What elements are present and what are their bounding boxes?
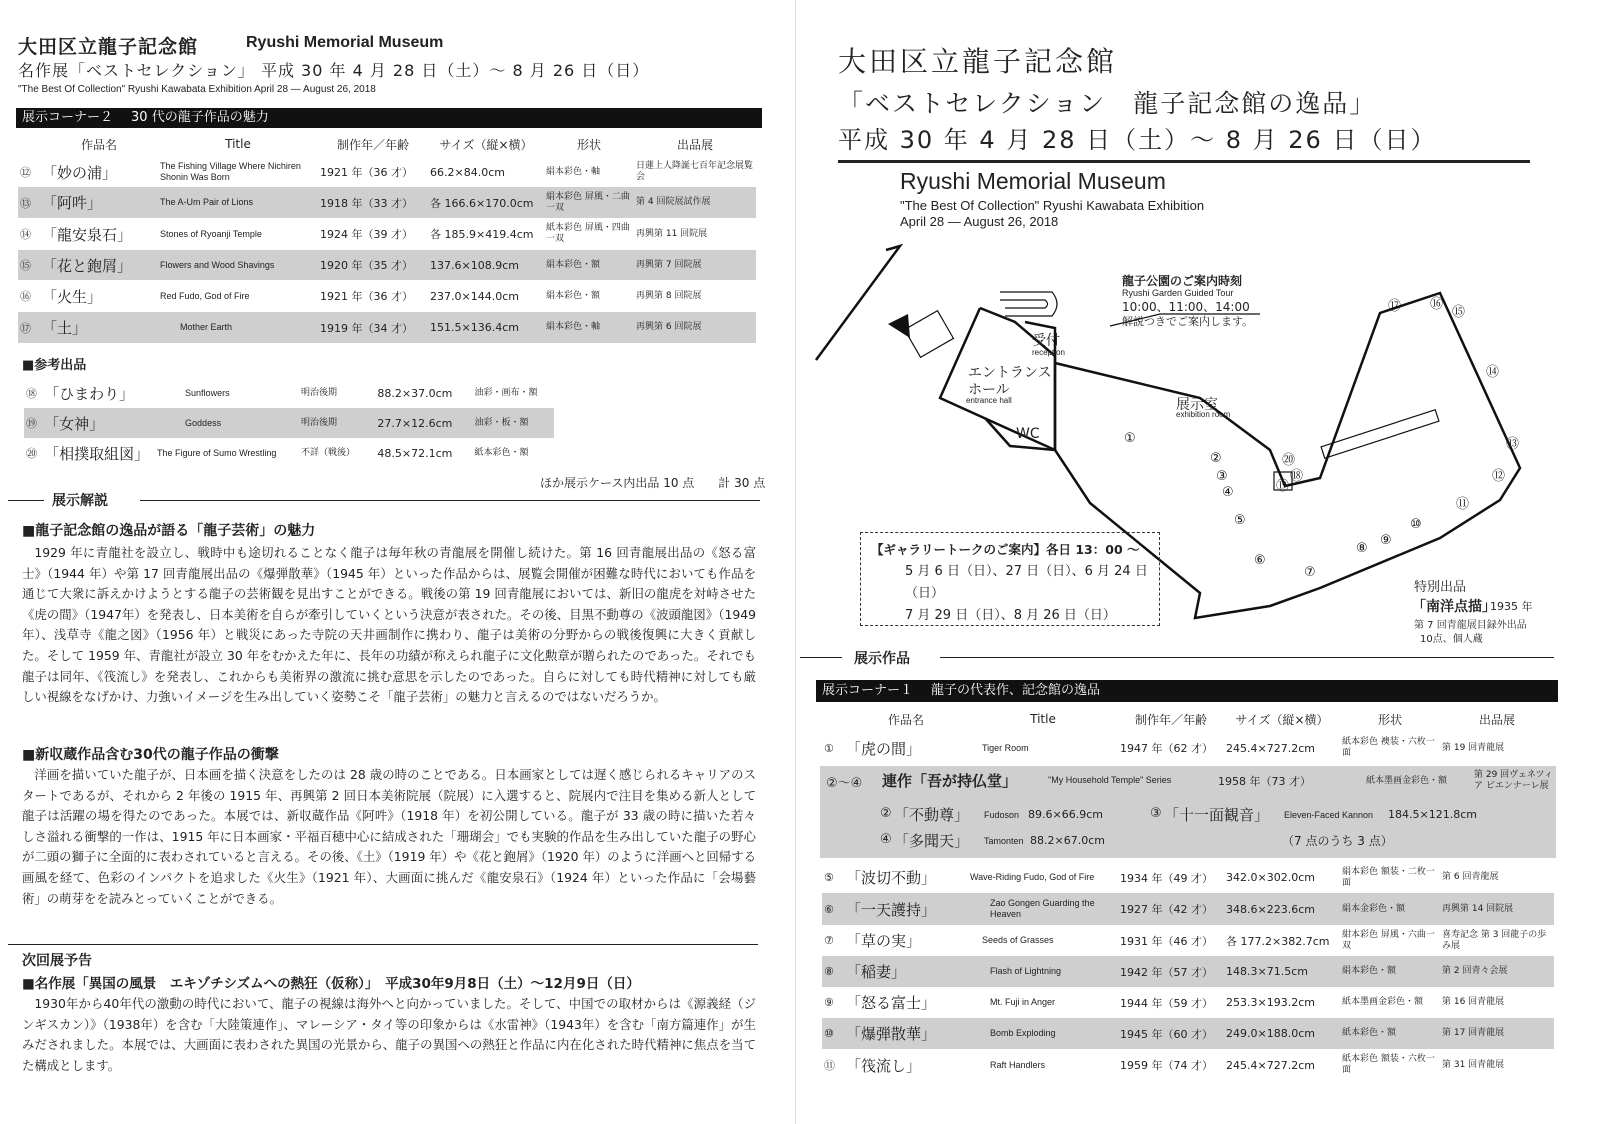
work-name: 「龍安泉石」 [42, 225, 133, 244]
corner1-label: 展示コーナー１ [822, 683, 914, 698]
work-size: 各 166.6×170.0cm [428, 187, 544, 218]
map-number: ⑳ [1282, 453, 1296, 468]
tour-times: 10:00、11:00、14:00 [1122, 300, 1250, 314]
header-name: 作品名 [887, 712, 924, 727]
map-steps [905, 311, 954, 358]
map-number: ⑲ [1276, 479, 1290, 494]
table-row [822, 987, 1554, 1018]
work-name: 「虎の間」 [846, 739, 922, 758]
ref-label: ■参考出品 [22, 358, 87, 373]
ref-name: 「女神」 [42, 408, 155, 438]
reception-label: 受付 [1032, 333, 1060, 349]
title-rule [838, 160, 1530, 163]
wc-label: WC [1016, 426, 1040, 442]
work-year: 1924 年（39 才） [320, 228, 413, 241]
work-form: 絹本彩色 屏風・二曲一双 [544, 187, 634, 218]
map-number: ⑰ [1388, 299, 1402, 314]
series-no: ②～④ [826, 776, 863, 791]
work-size: 348.6×223.6cm [1224, 893, 1340, 925]
work-form: 絹本彩色・額 [1340, 956, 1440, 987]
work-exhibit: 再興第 14 回院展 [1440, 893, 1554, 925]
next-text: 1930年から40年代の激動の時代において、龍子の視線は海外へと向かっていました。そして、中国での取材からは《源義経（ジンギスカン）》（1938年）を含む「大陸策連作」、マレーシア・タイ等の印象からは《水雷神》（1943年）を含む「南方篇連作」が生みだされました。本展では、大画面に表わされた異国の光景から、龍子の異国への熱狂と作品に内在化された時代精神に焦点を当てた構成とします。 [22, 996, 756, 1073]
work-title: Seeds of Grasses [982, 935, 1054, 945]
ref-title: Sunflowers [185, 387, 230, 398]
work-exhibit: 再興第 11 回院展 [636, 228, 708, 239]
work-no: ⑧ [822, 956, 844, 987]
table-header [18, 131, 756, 157]
work-form: 絹本彩色・額 [544, 250, 634, 280]
corner1-table [822, 706, 1554, 764]
work-title: Flash of Lightning [968, 956, 1118, 987]
work-name: 「稲妻」 [844, 956, 968, 987]
work-year: 1945 年（60 才） [1118, 1018, 1224, 1049]
series-item-no: ③ [1150, 806, 1162, 821]
work-exhibit: 再興第 8 回院展 [636, 290, 702, 301]
next-label: 次回展予告 [22, 953, 92, 969]
exhibition-room-label-en: exhibition room [1176, 410, 1231, 419]
entrance-label: ホール [968, 382, 1010, 398]
divider [140, 500, 760, 501]
work-form: 紺本彩色 屏風・六曲一双 [1342, 929, 1435, 951]
talk-line3: 7 月 29 日（日）、8 月 26 日（日） [905, 608, 1116, 623]
work-form: 紙本彩色 屏風・四曲一双 [546, 223, 630, 244]
map-number: ⑦ [1304, 565, 1316, 580]
work-size: 253.3×193.2cm [1226, 996, 1315, 1009]
work-name: 「草の実」 [846, 932, 922, 950]
map-number: ② [1210, 451, 1222, 466]
work-no: ⑫ [20, 166, 31, 179]
divider [940, 657, 1554, 658]
ref-no: ⑲ [24, 408, 42, 438]
ref-size: 88.2×37.0cm [377, 386, 453, 400]
ref-title: The Figure of Sumo Wrestling [157, 447, 277, 458]
divider [8, 944, 758, 945]
work-year: 1934 年（49 才） [1120, 871, 1213, 885]
series-item-title: Eleven-Faced Kannon [1284, 810, 1374, 820]
work-no: ⑨ [824, 996, 834, 1009]
work-name: 「怒る富士」 [846, 994, 937, 1012]
header-size: サイズ（縦×横） [439, 137, 533, 152]
work-exhibit: 喜寿記念 第 3 回龍子の歩み展 [1442, 929, 1547, 951]
series-form: 紙本墨画金彩色・額 [1366, 776, 1448, 786]
header-year: 制作年／年齢 [336, 137, 409, 152]
commentary-p2: 洋画を描いていた龍子が、日本画を描く決意をしたのは 28 歳の時のことである。日本画家としては遅く感じられるキャリアのスタートであるが、それから 2 年後の 1915 年、再興第 2 回日本美術院展（院展）に入選すると、院展内で注目を集める新人として龍子は活躍の場を得たのであった。本展では、新収蔵作品《阿吽》（1918 年）を初公開している。龍子が 33 歳の時に描いた若々しさ溢れる衝撃的一作は、1915 年に日本画家・平福百穂中心に結成された「珊瑚会」でも実験的作品を生み出していた龍子の野心が二頭の獅子に全面的に表わされていると言える。その後、《土》（1919 年）や《花と鉋屑》（1920 年）のように洋画へと回帰する画風を経て、色彩のインパクトを追求した《火生》（1921 年）、大画面に挑んだ《龍安泉石》（1924 年）といった作品に「会場藝術」の萌芽をを読みとっていくことができる。 [22, 767, 756, 906]
work-no: ⑦ [824, 934, 834, 947]
work-year: 1942 年（57 才） [1118, 956, 1224, 987]
work-form: 絹本彩色・軸 [546, 166, 601, 177]
next-title: ■名作展「異国の風景 エキゾチシズムへの熱狂（仮称）」 平成30年9月8日（土）～12月9日（日） [22, 976, 640, 992]
work-size: 151.5×136.4cm [428, 312, 544, 343]
corner1-table-rest [822, 862, 1554, 1081]
ref-form: 油彩・板・額 [472, 408, 554, 438]
series-item-size: 184.5×121.8cm [1388, 808, 1477, 821]
right-page [800, 0, 1600, 1124]
work-year: 1947 年（62 才） [1120, 742, 1213, 755]
map-number: ⑬ [1506, 437, 1520, 452]
commentary-h1: ■龍子記念館の逸品が語る「龍子芸術」の魅力 [22, 523, 316, 539]
divider [8, 500, 44, 501]
work-name: 「妙の浦」 [42, 163, 118, 182]
left-page [0, 0, 790, 1124]
table-row [822, 862, 1554, 893]
ref-form: 油彩・画布・額 [474, 387, 538, 398]
work-size: 各 177.2×382.7cm [1226, 934, 1330, 948]
left-subtitle-en: "The Best Of Collection" Ryushi Kawabata Exhibition April 28 — August 26, 2018 [18, 84, 376, 95]
commentary-h2: ■新収蔵作品含む30代の龍子作品の衝撃 [22, 747, 279, 763]
work-size: 245.4×727.2cm [1226, 1058, 1315, 1072]
map-number: ④ [1222, 485, 1234, 500]
divider [800, 657, 842, 658]
work-size: 342.0×302.0cm [1226, 871, 1315, 884]
work-no: ⑩ [822, 1018, 844, 1049]
table-row [18, 218, 756, 250]
map-number: ⑫ [1492, 469, 1506, 484]
entrance-arrow-icon [888, 314, 910, 338]
ref-title: Goddess [155, 408, 299, 438]
header-name: 作品名 [80, 137, 117, 152]
talk-line1: 【ギャラリートークのご案内】各日 13：00 ～ [871, 542, 1140, 557]
series-note: （7 点のうち 3 点） [1282, 834, 1393, 848]
right-title2: 「ベストセレクション 龍子記念館の逸品」 [838, 89, 1377, 118]
series-item-name: 「不動尊」 [894, 806, 970, 824]
work-no: ⑰ [18, 312, 40, 343]
work-exhibit: 再興第 7 回院展 [634, 250, 756, 280]
ref-year: 明治後期 [300, 387, 337, 398]
ref-size: 48.5×72.1cm [377, 446, 453, 460]
series-item-title: Tamonten [984, 836, 1024, 846]
table-row [24, 438, 554, 468]
work-no: ⑭ [20, 228, 31, 241]
work-year: 1921 年（36 才） [320, 166, 413, 179]
work-name: 「爆弾散華」 [844, 1018, 968, 1049]
left-subtitle: 名作展「ベストセレクション」 平成 30 年 4 月 28 日（土）～ 8 月 26 日（日） [18, 61, 650, 80]
table-row [18, 280, 756, 312]
work-year: 1919 年（34 才） [318, 312, 428, 343]
work-title: Wave-Riding Fudo, God of Fire [970, 872, 1095, 882]
series-item-name: 「多聞天」 [894, 832, 970, 850]
work-name: 「火生」 [42, 287, 103, 306]
special-year: 1935 年 [1490, 600, 1533, 613]
work-name: 「阿吽」 [40, 187, 158, 218]
work-name: 「花と鉋屑」 [40, 250, 158, 280]
reception-label-en: reception [1032, 348, 1065, 357]
work-exhibit: 日蓮上人降誕七百年記念展覧会 [636, 161, 754, 182]
work-size: 148.3×71.5cm [1224, 956, 1340, 987]
work-no: ⑤ [824, 871, 834, 884]
table-header [822, 706, 1554, 732]
work-year: 1918 年（33 才） [318, 187, 428, 218]
work-title: Mother Earth [158, 312, 318, 343]
work-name: 「筏流し」 [846, 1056, 922, 1075]
gallery-talk-box [860, 532, 1160, 626]
series-item-no: ② [880, 806, 892, 821]
page-fold [795, 0, 796, 1124]
ref-size: 27.7×12.6cm [375, 408, 472, 438]
work-exhibit: 再興第 6 回院展 [634, 312, 756, 343]
map-stairs [1000, 300, 1048, 308]
map-number: ⑩ [1410, 517, 1422, 532]
series-title: "My Household Temple" Series [1048, 775, 1172, 785]
tour-note: 解説つきでご案内します。 [1122, 315, 1254, 328]
work-year: 1920 年（35 才） [318, 250, 428, 280]
series-name: 連作「吾が持仏堂」 [882, 772, 1018, 790]
map-number: ⑯ [1430, 297, 1444, 312]
work-year: 1921 年（36 才） [320, 290, 413, 303]
ref-table [24, 378, 554, 468]
work-exhibit: 第 2 回青々会展 [1440, 956, 1554, 987]
header-size: サイズ（縦×横） [1235, 712, 1329, 727]
work-name: 「土」 [40, 312, 158, 343]
table-row [822, 956, 1554, 987]
map-number: ⑮ [1452, 305, 1466, 320]
special-note2: 10点、個人蔵 [1420, 634, 1483, 645]
right-date-en: April 28 — August 26, 2018 [900, 214, 1059, 229]
commentary-heading: 展示解説 [52, 493, 108, 509]
ref-year: 明治後期 [299, 408, 375, 438]
header-title: Title [225, 137, 251, 151]
special-title: 「南洋点描」 [1412, 599, 1496, 615]
table-row [18, 312, 756, 343]
map-number: ⑨ [1380, 533, 1392, 548]
header-title: Title [1030, 712, 1056, 726]
table-row [18, 157, 756, 187]
table-row [18, 250, 756, 280]
work-title: The Fishing Village Where Nichiren Shonin Was Born [160, 161, 301, 182]
right-title-en: Ryushi Memorial Museum [900, 168, 1166, 194]
special-label: 特別出品 [1414, 580, 1467, 595]
work-no: ⑮ [18, 250, 40, 280]
ref-name: 「相撲取組図」 [44, 444, 150, 463]
work-exhibit: 第 31 回青龍展 [1442, 1059, 1505, 1070]
work-size: 137.6×108.9cm [428, 250, 544, 280]
work-exhibit: 第 19 回青龍展 [1442, 742, 1505, 753]
ref-name: 「ひまわり」 [44, 384, 135, 403]
header-exhibit: 出品展 [1478, 712, 1515, 727]
work-no: ⑬ [18, 187, 40, 218]
left-title-jp: 大田区立龍子記念館 [18, 36, 199, 58]
work-year: 1927 年（42 才） [1118, 893, 1224, 925]
corner2-table [18, 131, 756, 343]
work-size: 66.2×84.0cm [430, 165, 505, 179]
map-number: ⑱ [1290, 469, 1304, 484]
work-size: 237.0×144.0cm [430, 289, 519, 303]
map-number: ⑭ [1486, 365, 1500, 380]
corner2-label: 展示コーナー２ [22, 110, 114, 125]
map-number: ③ [1216, 469, 1228, 484]
map-wall [816, 246, 900, 360]
table-row [24, 408, 554, 438]
work-size: 249.0×188.0cm [1224, 1018, 1340, 1049]
work-exhibit: 第 17 回青龍展 [1440, 1018, 1554, 1049]
series-item-name: 「十一面観音」 [1164, 806, 1270, 824]
exhibition-room-label: 展示室 [1176, 397, 1218, 413]
map-number: ⑥ [1254, 553, 1266, 568]
work-title: Stones of Ryoanji Temple [160, 228, 262, 239]
work-no: ① [824, 741, 834, 755]
work-form: 絹本金彩色・額 [1340, 893, 1440, 925]
work-form: 紙本彩色 襖装・六枚一面 [1342, 737, 1435, 758]
work-form: 紙本彩色・額 [1340, 1018, 1440, 1049]
commentary-p1: 1929 年に青龍社を設立し、戦時中も途切れることなく龍子は毎年秋の青龍展を開催し続けた。第 16 回青龍展出品の《怒る富士》（1944 年）や第 17 回青龍展出品の《爆弾散華》（1945 年）といった作品からは、展覧会開催が困難な時代においても作品を通じて大衆に訴えかけようとする龍子の芸術観を見出すことができる。戦後の第 19 回青龍展においては、新旧の龍虎を対峙させた《虎の間》（1947年）を発表し、日本美術を自らが牽引していくという決意が表された。その後、目黒不動尊の《波頭龍図》（1949 年）、浅草寺《龍之図》（1956 年）と戦災にあった寺院の天井画制作に携わり、龍子は美術の分野からの戦後復興に大きく貢献した。そして 1959 年、青龍社が設立 30 年をむかえた年に、長年の功績が称えられ龍子に文化勲章が贈られたのであった。それでも龍子は同年、《筏流し》を発表し、これからも美術界の激流に挑む意思を示したのであった。自らに対しても時代精神に対しても厳しい視線をなげかけ、力強いイメージを生み出していく姿勢こそ「龍子芸術」の魅力と言えるのではないだろうか。 [22, 545, 756, 705]
table-row [24, 378, 554, 408]
ref-no: ⑱ [26, 387, 37, 400]
entrance-label: エントランス [968, 365, 1052, 381]
series-item-title: Fudoson [984, 810, 1020, 820]
work-form: 絹本彩色・額 [546, 290, 601, 301]
tour-heading: 龍子公園のご案内時刻 [1122, 274, 1243, 288]
table-row [822, 1049, 1554, 1081]
map-stairs [1000, 292, 1057, 316]
special-note1: 第 7 回青龍展目録外出品 [1414, 620, 1527, 631]
tour-en: Ryushi Garden Guided Tour [1122, 288, 1234, 298]
work-size: 各 185.9×419.4cm [430, 228, 534, 241]
map-number: ① [1124, 431, 1136, 446]
work-title: Mt. Fuji in Anger [990, 997, 1056, 1007]
corner1-bar [816, 680, 1558, 702]
work-title: Red Fudo, God of Fire [160, 290, 250, 301]
map-number: ⑪ [1456, 497, 1470, 512]
work-exhibit: 第 16 回青龍展 [1442, 997, 1505, 1007]
entrance-label-en: entrance hall [966, 396, 1012, 405]
work-title: The A-Um Pair of Lions [158, 187, 318, 218]
series-item-no: ④ [880, 832, 892, 847]
work-year: 1944 年（59 才） [1120, 996, 1213, 1010]
work-no: ⑪ [824, 1059, 835, 1072]
series-exhibit: 第 29 回ヴェネツィア ビエンナーレ展 [1474, 770, 1554, 791]
map-number: ⑤ [1234, 513, 1246, 528]
work-no: ⑯ [20, 290, 31, 303]
work-form: 絹本彩色 額装・二枚一面 [1342, 866, 1435, 888]
right-subtitle-en: "The Best Of Collection" Ryushi Kawabata Exhibition [900, 198, 1205, 213]
count-note: ほか展示ケース内出品 10 点 計 30 点 [540, 476, 766, 490]
corner2-title: 30 代の龍子作品の魅力 [131, 110, 269, 125]
series-year: 1958 年（73 才） [1218, 775, 1311, 788]
work-year: 1959 年（74 才） [1120, 1059, 1213, 1072]
work-exhibit: 第 6 回青龍展 [1442, 872, 1499, 882]
series-block [820, 766, 1556, 858]
work-year: 1931 年（46 才） [1120, 934, 1213, 948]
work-title: Zao Gongen Guarding the Heaven [968, 893, 1118, 925]
work-form: 絹本彩色・軸 [544, 312, 634, 343]
work-exhibit: 第 4 回院展試作展 [634, 187, 756, 218]
map-number: ⑧ [1356, 541, 1368, 556]
ref-form: 紙本彩色・額 [474, 447, 529, 458]
work-no: ⑥ [822, 893, 844, 925]
right-title-jp: 大田区立龍子記念館 [838, 45, 1118, 78]
ref-no: ⑳ [26, 447, 37, 460]
series-item-size: 88.2×67.0cm [1030, 834, 1105, 847]
work-size: 245.4×727.2cm [1226, 741, 1315, 755]
corner2-bar [16, 108, 762, 128]
right-title3: 平成 30 年 4 月 28 日（土）～ 8 月 26 日（日） [838, 126, 1437, 154]
work-title: Raft Handlers [990, 1059, 1046, 1070]
work-title: Bomb Exploding [968, 1018, 1118, 1049]
header-form: 形状 [576, 137, 601, 152]
table-row [822, 732, 1554, 764]
work-title: Flowers and Wood Shavings [158, 250, 318, 280]
work-form: 紙本彩色 額装・六枚一面 [1342, 1054, 1435, 1075]
table-row [822, 893, 1554, 925]
table-row [18, 187, 756, 218]
work-name: 「一天護持」 [844, 893, 968, 925]
header-year: 制作年／年齢 [1134, 712, 1207, 727]
work-name: 「波切不動」 [846, 869, 937, 887]
left-title-en: Ryushi Memorial Museum [246, 34, 444, 51]
works-heading: 展示作品 [854, 651, 910, 667]
table-row [822, 925, 1554, 956]
header-exhibit: 出品展 [676, 137, 713, 152]
talk-line2: 5 月 6 日（日）、27 日（日）、6 月 24 日（日） [905, 564, 1148, 601]
ref-year: 不詳（戦後） [300, 447, 355, 458]
header-form: 形状 [1377, 712, 1402, 727]
work-form: 紙本墨画金彩色・額 [1342, 997, 1424, 1007]
series-item-size: 89.6×66.9cm [1028, 808, 1103, 821]
corner1-title: 龍子の代表作、記念館の逸品 [931, 683, 1101, 698]
table-row [822, 1018, 1554, 1049]
map-display-case [1321, 410, 1439, 458]
work-title: Tiger Room [982, 742, 1029, 753]
